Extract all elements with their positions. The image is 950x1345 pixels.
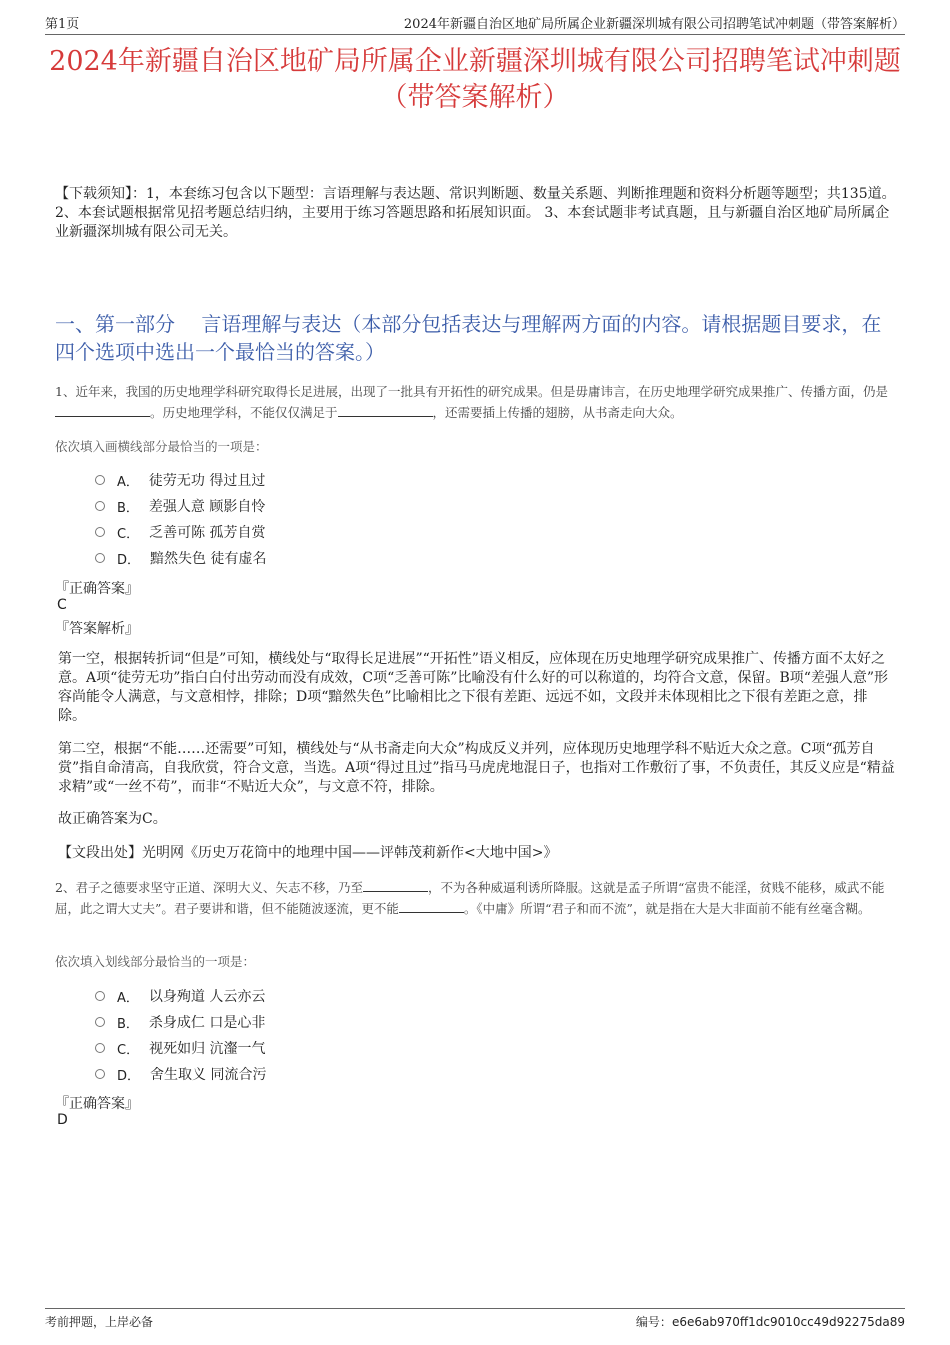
radio-icon[interactable] (95, 553, 105, 563)
document-code: 编号：e6e6ab970ff1dc9010cc49d92275da89 (635, 1315, 905, 1329)
question-1-text: 1、近年来，我国的历史地理学科研究取得长足进展，出现了一批具有开拓性的研究成果。但是毋庸讳言，在历史地理学研究成果推广、传播方面，仍是。历史地理学科，不能仅仅满足于 ，还需要插上传播的翅膀，从书斋走向大众。 (55, 384, 888, 420)
option-b[interactable]: B． 差强人意 顾影自怜 (95, 493, 266, 519)
analysis-conclusion: 故正确答案为C。 (58, 811, 167, 827)
radio-icon[interactable] (95, 1069, 105, 1079)
answer-label: 『正确答案』 (55, 1096, 139, 1112)
radio-icon[interactable] (95, 475, 105, 485)
analysis-label: 『答案解析』 (55, 621, 139, 637)
radio-icon[interactable] (95, 527, 105, 537)
footer-slogan: 考前押题，上岸必备 (45, 1315, 154, 1329)
option-c[interactable]: C． 乏善可陈 孤芳自赏 (95, 519, 266, 545)
page-number: 第1页 (45, 17, 80, 32)
page-footer (45, 1308, 905, 1330)
blank-2 (338, 404, 433, 417)
radio-icon[interactable] (95, 991, 105, 1001)
answer-label: 『正确答案』 (55, 581, 139, 597)
source-citation: 【文段出处】光明网《历史万花筒中的地理中国——评韩茂莉新作<大地中国>》 (58, 845, 558, 861)
question-1-options (95, 467, 266, 571)
option-d[interactable]: D． 黯然失色 徒有虚名 (95, 545, 266, 571)
option-c[interactable]: C． 视死如归 沆瀣一气 (95, 1035, 266, 1061)
question-2-text: 2、君子之德要求坚守正道、深明大义、矢志不移，乃至 ，不为各种威逼利诱所降服。这就是孟子所谓“富贵不能淫，贫贱不能移，威武不能屈，此之谓大丈夫”。君子要讲和谐，但不能随波逐流，更不能 。《中庸》所谓“君子和而不流”，就是指在大是大非面前不能有丝毫含糊。 (55, 880, 885, 916)
question-1-prompt: 依次填入画横线部分最恰当的一项是： (55, 439, 268, 454)
option-d[interactable]: D． 舍生取义 同流合污 (95, 1061, 266, 1087)
answer-value: C (57, 597, 67, 613)
option-a[interactable]: A． 以身殉道 人云亦云 (95, 983, 266, 1009)
radio-icon[interactable] (95, 1017, 105, 1027)
document-title: 2024年新疆自治区地矿局所属企业新疆深圳城有限公司招聘笔试冲刺题（带答案解析） (49, 46, 901, 113)
radio-icon[interactable] (95, 1043, 105, 1053)
analysis-paragraph-2: 第二空，根据“不能……还需要”可知，横线处与“从书斋走向大众”构成反义并列，应体现历史地理学科不贴近大众之意。C项“孤芳自赏”指自命清高，自我欣赏，符合文意，当选。A项“得过且过”指马马虎虎地混日子，也指对工作敷衍了事，不负责任，其反义应是“精益求精”或“一丝不苟”，而非“不贴近大众”，与文意不符，排除。 (58, 741, 895, 795)
blank-1 (55, 404, 150, 417)
question-2-options (95, 983, 266, 1087)
section-title: 一、第一部分 言语理解与表达（本部分包括表达与理解两方面的内容。请根据题目要求，在四个选项中选出一个最恰当的答案。） (55, 312, 882, 364)
question-2-prompt: 依次填入划线部分最恰当的一项是： (55, 954, 256, 969)
option-b[interactable]: B． 杀身成仁 口是心非 (95, 1009, 266, 1035)
answer-value: D (57, 1112, 68, 1128)
blank-1 (363, 879, 428, 892)
option-a[interactable]: A． 徒劳无功 得过且过 (95, 467, 266, 493)
download-notice: 【下载须知】：1，本套练习包含以下题型：言语理解与表达题、常识判断题、数量关系题、判断推理题和资料分析题等题型；共135道。 2、本套试题根据常见招考题总结归纳，主要用于练习答题思路和拓展知识面。 3、本套试题非考试真题，且与新疆自治区地矿局所属企业新疆深圳城有限公司无关。 (55, 186, 896, 240)
radio-icon[interactable] (95, 501, 105, 511)
blank-2 (399, 900, 464, 913)
page-header (45, 12, 905, 35)
analysis-paragraph-1: 第一空，根据转折词“但是”可知，横线处与“取得长足进展”“开拓性”语义相反，应体现在历史地理学研究成果推广、传播方面不太好之意。A项“徒劳无功”指白白付出劳动而没有成效，C项“乏善可陈”比喻没有什么好的可以称道的，均符合文意，保留。B项“差强人意”形容尚能令人满意，与文意相悖，排除；D项“黯然失色”比喻相比之下很有差距、远远不如，文段并未体现相比之下很有差距之意，排除。 (58, 651, 889, 724)
header-doc-title: 2024年新疆自治区地矿局所属企业新疆深圳城有限公司招聘笔试冲刺题（带答案解析） (403, 17, 905, 32)
